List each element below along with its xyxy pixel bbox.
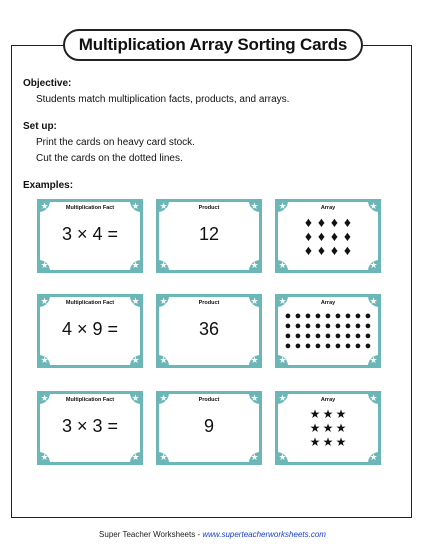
star-icon: ★ — [40, 452, 49, 462]
star-icon: ★ — [250, 296, 259, 306]
array-grid — [278, 215, 378, 257]
star-icon: ★ — [131, 393, 140, 403]
star-icon: ★ — [369, 355, 378, 365]
array-grid — [278, 311, 378, 351]
star-icon: ★ — [131, 260, 140, 270]
product-text: 9 — [203, 416, 214, 436]
star-icon: ★ — [369, 393, 378, 403]
product-card[interactable] — [156, 294, 262, 368]
examples-section — [23, 180, 73, 191]
array-symbol: ♦ — [343, 242, 352, 258]
card-label: Array — [320, 205, 336, 211]
array-symbol: ★ — [335, 435, 347, 449]
star-icon: ★ — [159, 452, 168, 462]
array-symbol: ● — [294, 340, 302, 352]
star-icon: ★ — [131, 201, 140, 211]
star-icon: ★ — [369, 260, 378, 270]
fact-text: 4 × 9 = — [61, 319, 119, 339]
star-icon: ★ — [159, 260, 168, 270]
array-symbol: ● — [334, 320, 342, 332]
objective-heading: Objective: — [23, 78, 72, 89]
array-row — [283, 341, 373, 351]
array-symbol: ● — [364, 310, 372, 322]
star-icon: ★ — [159, 201, 168, 211]
array-symbol: ★ — [309, 421, 321, 435]
star-icon: ★ — [131, 452, 140, 462]
star-icon: ★ — [369, 452, 378, 462]
array-symbol: ● — [364, 340, 372, 352]
card-corner — [158, 355, 169, 366]
array-row — [302, 229, 354, 243]
star-icon: ★ — [278, 393, 287, 403]
array-row — [302, 243, 354, 257]
array-symbol: ● — [304, 310, 312, 322]
array-row — [309, 407, 348, 421]
array-symbol: ● — [344, 330, 352, 342]
footer-link[interactable]: www.superteacherworksheets.com — [202, 530, 326, 539]
product-card[interactable] — [156, 391, 262, 465]
card-corner — [130, 452, 141, 463]
card-label: Product — [198, 300, 220, 306]
card-corner — [249, 355, 260, 366]
card-corner — [368, 452, 379, 463]
array-symbol: ● — [294, 330, 302, 342]
array-row — [309, 421, 348, 435]
array-symbol: ♦ — [317, 228, 326, 244]
card-corner — [277, 452, 288, 463]
objective-text: Students match multiplication facts, products, and arrays. — [36, 94, 290, 105]
array-symbol: ● — [324, 330, 332, 342]
star-icon: ★ — [250, 201, 259, 211]
array-symbol: ♦ — [330, 214, 339, 230]
footer — [0, 530, 425, 539]
footer-brand: Super Teacher Worksheets - — [99, 530, 203, 539]
array-symbol: ● — [364, 320, 372, 332]
card-label: Product — [198, 397, 220, 403]
array-symbol: ♦ — [343, 228, 352, 244]
setup-line: Cut the cards on the dotted lines. — [36, 153, 183, 164]
array-symbol: ★ — [309, 407, 321, 421]
card-corner — [249, 260, 260, 271]
star-icon: ★ — [40, 296, 49, 306]
array-symbol: ♦ — [317, 214, 326, 230]
array-symbol: ● — [334, 330, 342, 342]
array-symbol: ● — [314, 340, 322, 352]
card-corner — [158, 260, 169, 271]
array-symbol: ♦ — [304, 228, 313, 244]
array-symbol: ● — [364, 330, 372, 342]
card-corner — [368, 260, 379, 271]
array-symbol: ♦ — [343, 214, 352, 230]
array-symbol: ● — [324, 340, 332, 352]
array-grid — [278, 407, 378, 449]
array-symbol: ● — [304, 340, 312, 352]
fact-text: 3 × 3 = — [61, 416, 119, 436]
array-card[interactable] — [275, 294, 381, 368]
array-row — [309, 435, 348, 449]
star-icon: ★ — [159, 355, 168, 365]
array-symbol: ● — [294, 310, 302, 322]
star-icon: ★ — [250, 452, 259, 462]
star-icon: ★ — [131, 296, 140, 306]
star-icon: ★ — [278, 201, 287, 211]
array-symbol: ♦ — [304, 214, 313, 230]
star-icon: ★ — [278, 452, 287, 462]
array-symbol: ● — [354, 320, 362, 332]
star-icon: ★ — [369, 201, 378, 211]
card-label: Product — [198, 205, 220, 211]
star-icon: ★ — [159, 296, 168, 306]
array-symbol: ● — [284, 340, 292, 352]
fact-card[interactable] — [37, 294, 143, 368]
card-label: Multiplication Fact — [65, 300, 115, 306]
star-icon: ★ — [369, 296, 378, 306]
card-corner — [158, 452, 169, 463]
array-symbol: ★ — [309, 435, 321, 449]
card-label: Array — [320, 397, 336, 403]
star-icon: ★ — [250, 393, 259, 403]
card-label: Array — [320, 300, 336, 306]
card-corner — [39, 452, 50, 463]
product-text: 12 — [198, 224, 220, 244]
array-symbol: ● — [334, 340, 342, 352]
product-card[interactable] — [156, 199, 262, 273]
array-symbol: ● — [304, 320, 312, 332]
array-symbol: ● — [344, 340, 352, 352]
setup-section — [23, 121, 195, 164]
star-icon: ★ — [40, 393, 49, 403]
array-symbol: ♦ — [317, 242, 326, 258]
fact-text: 3 × 4 = — [61, 224, 119, 244]
array-symbol: ● — [354, 330, 362, 342]
card-label: Multiplication Fact — [65, 397, 115, 403]
array-symbol: ★ — [335, 407, 347, 421]
page-title: Multiplication Array Sorting Cards — [63, 29, 363, 61]
array-symbol: ● — [314, 320, 322, 332]
array-symbol: ● — [314, 310, 322, 322]
examples-heading: Examples: — [23, 180, 74, 191]
fact-card[interactable] — [37, 391, 143, 465]
array-symbol: ♦ — [304, 242, 313, 258]
array-symbol: ● — [284, 320, 292, 332]
card-corner — [277, 260, 288, 271]
array-row — [302, 215, 354, 229]
card-corner — [368, 355, 379, 366]
array-symbol: ● — [354, 340, 362, 352]
setup-heading: Set up: — [23, 121, 57, 132]
star-icon: ★ — [278, 260, 287, 270]
array-symbol: ● — [354, 310, 362, 322]
card-corner — [249, 452, 260, 463]
star-icon: ★ — [40, 260, 49, 270]
star-icon: ★ — [278, 296, 287, 306]
array-card[interactable] — [275, 391, 381, 465]
array-symbol: ● — [324, 310, 332, 322]
array-symbol: ★ — [322, 407, 334, 421]
star-icon: ★ — [40, 355, 49, 365]
array-symbol: ● — [284, 310, 292, 322]
card-label: Multiplication Fact — [65, 205, 115, 211]
card-corner — [39, 355, 50, 366]
star-icon: ★ — [40, 201, 49, 211]
array-symbol: ● — [344, 320, 352, 332]
array-symbol: ● — [304, 330, 312, 342]
card-corner — [130, 355, 141, 366]
fact-card[interactable] — [37, 199, 143, 273]
array-symbol: ● — [294, 320, 302, 332]
array-card[interactable] — [275, 199, 381, 273]
array-symbol: ● — [334, 310, 342, 322]
array-symbol: ● — [314, 330, 322, 342]
star-icon: ★ — [159, 393, 168, 403]
array-symbol: ★ — [335, 421, 347, 435]
array-symbol: ● — [324, 320, 332, 332]
star-icon: ★ — [278, 355, 287, 365]
array-symbol: ● — [284, 330, 292, 342]
array-symbol: ● — [344, 310, 352, 322]
star-icon: ★ — [250, 355, 259, 365]
setup-line: Print the cards on heavy card stock. — [36, 137, 195, 148]
card-corner — [39, 260, 50, 271]
objective-section — [23, 78, 289, 105]
card-corner — [130, 260, 141, 271]
star-icon: ★ — [131, 355, 140, 365]
array-symbol: ♦ — [330, 228, 339, 244]
array-symbol: ★ — [322, 421, 334, 435]
card-corner — [277, 355, 288, 366]
array-symbol: ★ — [322, 435, 334, 449]
product-text: 36 — [198, 319, 220, 339]
array-symbol: ♦ — [330, 242, 339, 258]
star-icon: ★ — [250, 260, 259, 270]
